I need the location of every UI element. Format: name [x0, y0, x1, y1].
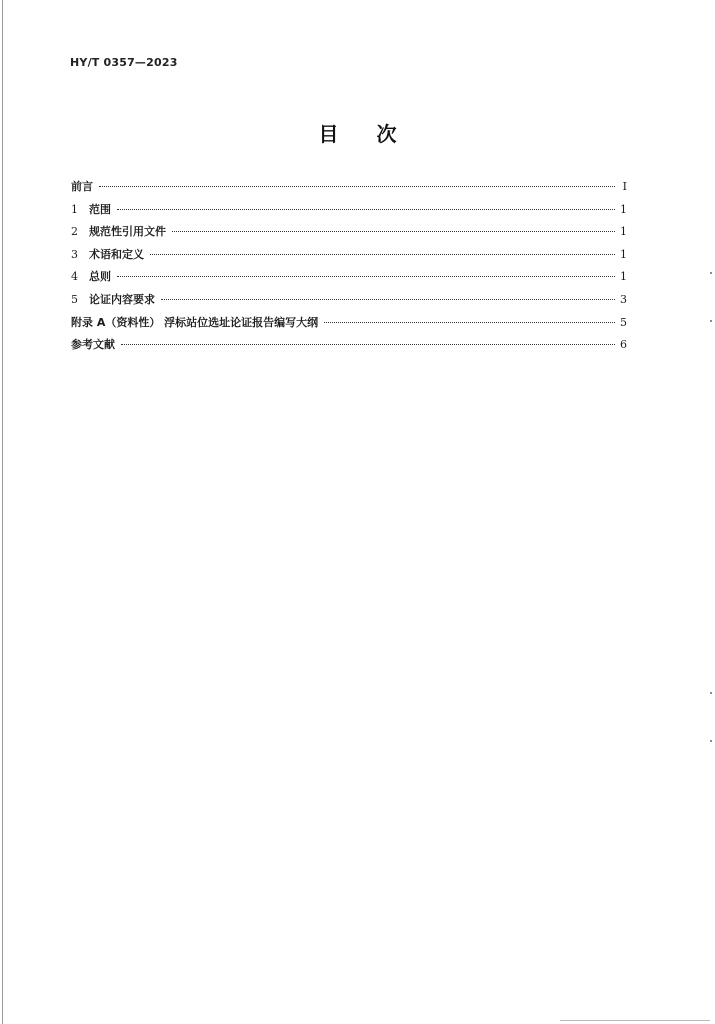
toc-entry-label: 前言 [71, 180, 93, 193]
toc-leader-dots [121, 344, 615, 345]
toc-entry-label: 附录 A（资料性） 浮标站位选址论证报告编写大纲 [71, 315, 319, 329]
page-title [0, 118, 715, 147]
toc-entry-label: 术语和定义 [89, 247, 144, 261]
toc-entry-number: 4 [71, 270, 78, 284]
toc-leader-dots [150, 254, 615, 255]
toc-entry-page: 1 [620, 247, 627, 261]
toc-leader-dots [324, 322, 615, 323]
toc-entry-label: 参考文献 [71, 338, 115, 352]
toc-leader-dots [172, 231, 615, 232]
toc-leader-dots [99, 186, 615, 187]
toc-entry-page: 5 [620, 315, 627, 329]
scan-speck [710, 320, 712, 322]
scan-speck [710, 740, 712, 742]
toc-entry-page: 6 [620, 338, 627, 352]
title-char-2: 次 [376, 122, 397, 146]
title-char-1: 目 [318, 122, 339, 146]
page-edge-line [2, 0, 3, 1024]
toc-entry-page: 1 [620, 202, 627, 216]
toc-entry-number: 3 [71, 247, 78, 261]
scan-speck [710, 272, 712, 274]
table-of-contents [71, 178, 627, 359]
toc-entry-label: 论证内容要求 [89, 292, 155, 306]
toc-leader-dots [161, 299, 615, 300]
toc-entry-terms-definitions[interactable] [71, 246, 627, 269]
toc-entry-normative-references[interactable] [71, 223, 627, 246]
toc-entry-general-principles[interactable] [71, 268, 627, 291]
scan-edge-strip [560, 1020, 710, 1021]
toc-entry-page: 1 [620, 225, 627, 239]
toc-entry-number: 1 [71, 202, 78, 216]
toc-entry-label: 范围 [89, 202, 111, 216]
toc-entry-page: 1 [620, 270, 627, 284]
standard-number: HY/T 0357—2023 [70, 56, 178, 69]
toc-entry-label: 总则 [89, 270, 111, 284]
toc-entry-label: 规范性引用文件 [89, 225, 166, 239]
toc-entry-content-requirements[interactable] [71, 291, 627, 314]
toc-leader-dots [117, 209, 615, 210]
toc-leader-dots [117, 276, 615, 277]
toc-entry-number: 5 [71, 292, 78, 306]
toc-entry-bibliography[interactable] [71, 336, 627, 359]
toc-entry-page: Ⅰ [622, 180, 627, 193]
toc-entry-foreword[interactable] [71, 178, 627, 201]
toc-entry-page: 3 [620, 292, 627, 306]
toc-entry-number: 2 [71, 225, 78, 239]
toc-entry-appendix-a[interactable] [71, 314, 627, 337]
toc-entry-scope[interactable] [71, 201, 627, 224]
scan-speck [710, 692, 712, 694]
